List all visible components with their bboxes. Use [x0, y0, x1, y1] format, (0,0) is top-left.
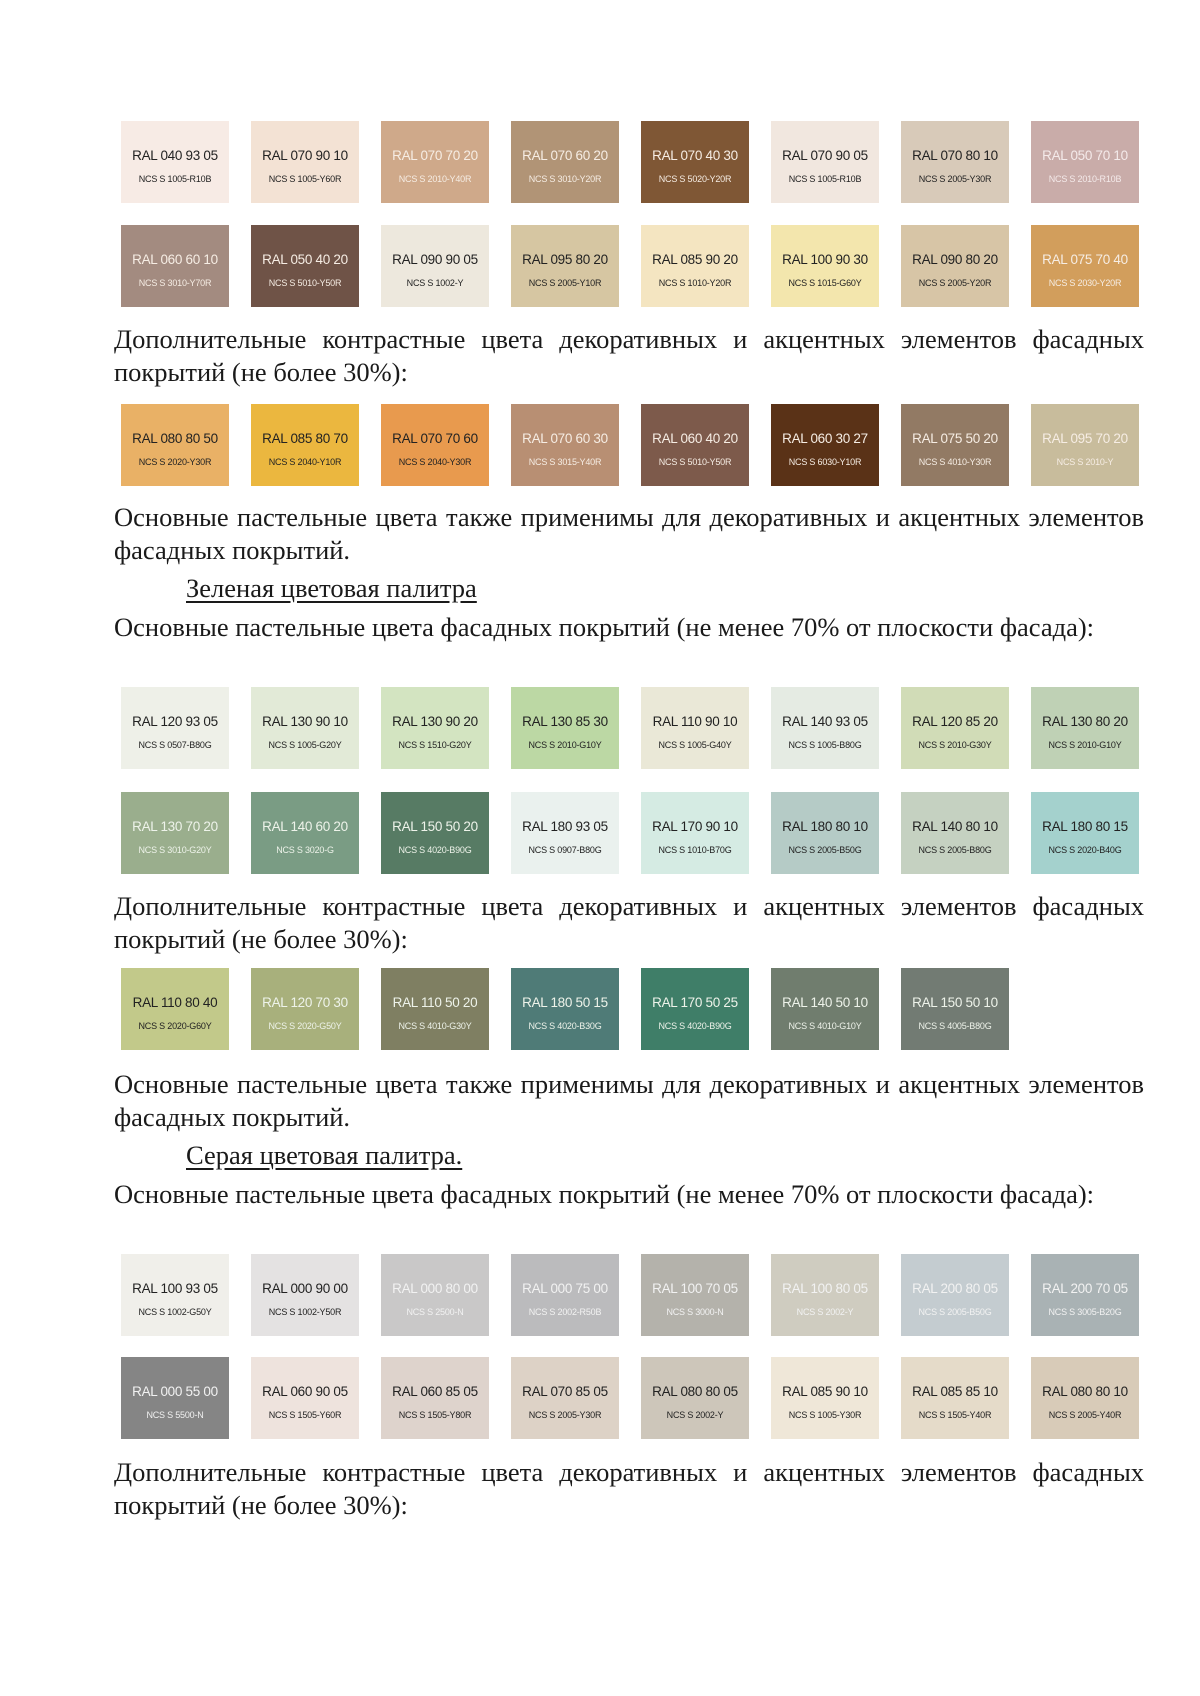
swatch-ncs-code: NCS S 2010-G30Y [918, 740, 992, 750]
swatch-ncs-code: NCS S 2002-Y [666, 1410, 724, 1420]
swatch-ncs-code: NCS S 1005-Y60R [268, 174, 342, 184]
swatch-ral-code: RAL 000 55 00 [132, 1384, 218, 1399]
color-swatch [1031, 687, 1139, 769]
swatch-ncs-code: NCS S 2005-Y30R [918, 174, 992, 184]
swatch-ncs-code: NCS S 3010-Y70R [138, 278, 212, 288]
swatch-ncs-code: NCS S 3000-N [666, 1307, 724, 1317]
swatch-ral-code: RAL 085 85 10 [912, 1384, 998, 1399]
color-swatch [511, 1357, 619, 1439]
swatch-ral-code: RAL 090 90 05 [392, 252, 478, 267]
color-swatch [641, 1254, 749, 1336]
swatch-ncs-code: NCS S 2500-N [406, 1307, 464, 1317]
swatch-ncs-code: NCS S 4005-B80G [918, 1021, 992, 1031]
swatch-ncs-code: NCS S 3005-B20G [1048, 1307, 1122, 1317]
swatch-ncs-code: NCS S 4010-Y30R [918, 457, 992, 467]
swatch-row-beige-main-2 [121, 225, 1137, 307]
color-swatch [901, 404, 1009, 486]
color-swatch [901, 687, 1009, 769]
swatch-ral-code: RAL 050 40 20 [262, 252, 348, 267]
swatch-ral-code: RAL 100 90 30 [782, 252, 868, 267]
swatch-ncs-code: NCS S 1005-R10B [788, 174, 862, 184]
swatch-ncs-code: NCS S 2010-R10B [1048, 174, 1122, 184]
swatch-ral-code: RAL 060 60 10 [132, 252, 218, 267]
swatch-ral-code: RAL 000 75 00 [522, 1281, 608, 1296]
color-swatch [121, 1254, 229, 1336]
swatch-ral-code: RAL 070 80 10 [912, 148, 998, 163]
swatch-ral-code: RAL 140 60 20 [262, 819, 348, 834]
swatch-ral-code: RAL 180 50 15 [522, 995, 608, 1010]
swatch-ncs-code: NCS S 4010-G10Y [788, 1021, 862, 1031]
swatch-ncs-code: NCS S 2005-Y10R [528, 278, 602, 288]
color-swatch [381, 687, 489, 769]
swatch-ral-code: RAL 200 70 05 [1042, 1281, 1128, 1296]
swatch-ral-code: RAL 180 93 05 [522, 819, 608, 834]
color-swatch [771, 687, 879, 769]
color-swatch [121, 968, 229, 1050]
swatch-ncs-code: NCS S 2020-G50Y [268, 1021, 342, 1031]
swatch-ral-code: RAL 080 80 10 [1042, 1384, 1128, 1399]
swatch-ral-code: RAL 070 90 10 [262, 148, 348, 163]
color-swatch [511, 121, 619, 203]
swatch-ral-code: RAL 120 93 05 [132, 714, 218, 729]
swatch-ral-code: RAL 085 90 10 [782, 1384, 868, 1399]
swatch-ncs-code: NCS S 6030-Y10R [788, 457, 862, 467]
swatch-ral-code: RAL 075 70 40 [1042, 252, 1128, 267]
color-swatch [901, 225, 1009, 307]
color-swatch [251, 1254, 359, 1336]
color-swatch [511, 687, 619, 769]
color-swatch [381, 404, 489, 486]
swatch-ral-code: RAL 150 50 10 [912, 995, 998, 1010]
swatch-ncs-code: NCS S 0907-B80G [528, 845, 602, 855]
swatch-ral-code: RAL 070 85 05 [522, 1384, 608, 1399]
swatch-ncs-code: NCS S 2005-Y40R [1048, 1410, 1122, 1420]
color-swatch [641, 792, 749, 874]
swatch-ral-code: RAL 000 80 00 [392, 1281, 478, 1296]
swatch-ncs-code: NCS S 1005-G40Y [658, 740, 732, 750]
swatch-ral-code: RAL 070 60 30 [522, 431, 608, 446]
swatch-ral-code: RAL 070 70 20 [392, 148, 478, 163]
swatch-ncs-code: NCS S 1005-B80G [788, 740, 862, 750]
color-swatch [251, 792, 359, 874]
color-swatch [121, 1357, 229, 1439]
color-swatch [511, 225, 619, 307]
color-swatch [381, 968, 489, 1050]
swatch-row-green-main-2 [121, 792, 1137, 874]
color-swatch [381, 1254, 489, 1336]
swatch-ncs-code: NCS S 1505-Y40R [918, 1410, 992, 1420]
swatch-ral-code: RAL 200 80 05 [912, 1281, 998, 1296]
color-swatch [1031, 1254, 1139, 1336]
swatch-row-gray-main-2 [121, 1357, 1137, 1439]
swatch-ral-code: RAL 100 70 05 [652, 1281, 738, 1296]
swatch-ral-code: RAL 150 50 20 [392, 819, 478, 834]
swatch-ral-code: RAL 095 80 20 [522, 252, 608, 267]
swatch-ral-code: RAL 075 50 20 [912, 431, 998, 446]
swatch-ncs-code: NCS S 2040-Y30R [398, 457, 472, 467]
swatch-ral-code: RAL 060 40 20 [652, 431, 738, 446]
color-swatch [121, 121, 229, 203]
swatch-ral-code: RAL 140 80 10 [912, 819, 998, 834]
swatch-ncs-code: NCS S 2030-Y20R [1048, 278, 1122, 288]
paragraph-pastel-also-beige: Основные пастельные цвета также применимы для декоративных и акцентных элементов фасадных покрытий. [114, 502, 1144, 565]
color-swatch [251, 121, 359, 203]
color-swatch [381, 121, 489, 203]
color-swatch [121, 687, 229, 769]
swatch-ral-code: RAL 130 90 20 [392, 714, 478, 729]
color-swatch [641, 1357, 749, 1439]
color-swatch [641, 121, 749, 203]
color-swatch [1031, 404, 1139, 486]
color-swatch [771, 1254, 879, 1336]
swatch-ncs-code: NCS S 1505-Y80R [398, 1410, 472, 1420]
color-swatch [771, 968, 879, 1050]
swatch-ncs-code: NCS S 1505-Y60R [268, 1410, 342, 1420]
paragraph-contrast-colors-gray: Дополнительные контрастные цвета декоративных и акцентных элементов фасадных покрытий (не более 30%): [114, 1457, 1144, 1520]
swatch-ncs-code: NCS S 5500-N [146, 1410, 204, 1420]
swatch-ncs-code: NCS S 4020-B90G [658, 1021, 732, 1031]
color-swatch [511, 404, 619, 486]
paragraph-pastel-also-green: Основные пастельные цвета также применимы для декоративных и акцентных элементов фасадных покрытий. [114, 1069, 1144, 1132]
swatch-ncs-code: NCS S 1005-Y30R [788, 1410, 862, 1420]
color-swatch [251, 968, 359, 1050]
swatch-ral-code: RAL 110 50 20 [392, 995, 478, 1010]
swatch-ral-code: RAL 040 93 05 [132, 148, 218, 163]
swatch-ral-code: RAL 130 80 20 [1042, 714, 1128, 729]
swatch-ncs-code: NCS S 1002-Y50R [268, 1307, 342, 1317]
swatch-row-beige-contrast [121, 404, 1137, 486]
swatch-ncs-code: NCS S 3015-Y40R [528, 457, 602, 467]
swatch-ncs-code: NCS S 1010-B70G [658, 845, 732, 855]
swatch-ncs-code: NCS S 5020-Y20R [658, 174, 732, 184]
swatch-ral-code: RAL 120 70 30 [262, 995, 348, 1010]
swatch-ncs-code: NCS S 2002-R50B [528, 1307, 602, 1317]
color-swatch [121, 404, 229, 486]
swatch-ncs-code: NCS S 0507-B80G [138, 740, 212, 750]
color-swatch [1031, 225, 1139, 307]
swatch-ral-code: RAL 090 80 20 [912, 252, 998, 267]
swatch-ral-code: RAL 085 80 70 [262, 431, 348, 446]
color-swatch [511, 968, 619, 1050]
swatch-ral-code: RAL 170 50 25 [652, 995, 738, 1010]
swatch-ncs-code: NCS S 1510-G20Y [398, 740, 472, 750]
swatch-ral-code: RAL 180 80 15 [1042, 819, 1128, 834]
swatch-ncs-code: NCS S 2020-B40G [1048, 845, 1122, 855]
swatch-ral-code: RAL 140 50 10 [782, 995, 868, 1010]
swatch-ncs-code: NCS S 2005-Y30R [528, 1410, 602, 1420]
color-swatch [901, 1357, 1009, 1439]
color-swatch [381, 1357, 489, 1439]
swatch-row-gray-main-1 [121, 1254, 1137, 1336]
swatch-ncs-code: NCS S 3020-G [276, 845, 334, 855]
swatch-ral-code: RAL 070 90 05 [782, 148, 868, 163]
swatch-row-beige-main-1 [121, 121, 1137, 203]
swatch-ral-code: RAL 170 90 10 [652, 819, 738, 834]
color-swatch [641, 225, 749, 307]
swatch-ncs-code: NCS S 5010-Y50R [268, 278, 342, 288]
swatch-ncs-code: NCS S 2020-Y30R [138, 457, 212, 467]
swatch-ral-code: RAL 110 90 10 [652, 714, 738, 729]
swatch-ral-code: RAL 085 90 20 [652, 252, 738, 267]
swatch-ral-code: RAL 080 80 50 [132, 431, 218, 446]
swatch-ncs-code: NCS S 4010-G30Y [398, 1021, 472, 1031]
swatch-ral-code: RAL 130 85 30 [522, 714, 608, 729]
swatch-ncs-code: NCS S 1015-G60Y [788, 278, 862, 288]
swatch-ncs-code: NCS S 2002-Y [796, 1307, 854, 1317]
color-swatch [901, 121, 1009, 203]
swatch-ral-code: RAL 000 90 00 [262, 1281, 348, 1296]
color-swatch [771, 121, 879, 203]
swatch-row-green-main-1 [121, 687, 1137, 769]
swatch-ral-code: RAL 120 85 20 [912, 714, 998, 729]
swatch-ncs-code: NCS S 2005-Y20R [918, 278, 992, 288]
swatch-ncs-code: NCS S 2005-B80G [918, 845, 992, 855]
color-swatch [901, 1254, 1009, 1336]
swatch-ral-code: RAL 050 70 10 [1042, 148, 1128, 163]
swatch-ncs-code: NCS S 1005-G20Y [268, 740, 342, 750]
swatch-ral-code: RAL 070 70 60 [392, 431, 478, 446]
swatch-ral-code: RAL 180 80 10 [782, 819, 868, 834]
paragraph-main-pastel-gray: Основные пастельные цвета фасадных покрытий (не менее 70% от плоскости фасада): [114, 1179, 1095, 1209]
swatch-ral-code: RAL 060 30 27 [782, 431, 868, 446]
color-swatch [771, 792, 879, 874]
color-swatch [1031, 1357, 1139, 1439]
swatch-ral-code: RAL 110 80 40 [132, 995, 218, 1010]
swatch-ncs-code: NCS S 2010-Y [1056, 457, 1114, 467]
color-swatch [771, 225, 879, 307]
swatch-ncs-code: NCS S 1002-Y [406, 278, 464, 288]
swatch-ncs-code: NCS S 3010-G20Y [138, 845, 212, 855]
color-swatch [771, 1357, 879, 1439]
swatch-ral-code: RAL 070 40 30 [652, 148, 738, 163]
swatch-ral-code: RAL 140 93 05 [782, 714, 868, 729]
swatch-row-green-contrast [121, 968, 1137, 1050]
swatch-ral-code: RAL 095 70 20 [1042, 431, 1128, 446]
swatch-ncs-code: NCS S 2010-G10Y [1048, 740, 1122, 750]
swatch-ncs-code: NCS S 2010-Y40R [398, 174, 472, 184]
swatch-ral-code: RAL 100 80 05 [782, 1281, 868, 1296]
paragraph-contrast-colors-beige: Дополнительные контрастные цвета декоративных и акцентных элементов фасадных покрытий (не более 30%): [114, 324, 1144, 387]
swatch-ncs-code: NCS S 2020-G60Y [138, 1021, 212, 1031]
color-swatch [641, 968, 749, 1050]
color-swatch [121, 792, 229, 874]
color-swatch [511, 1254, 619, 1336]
swatch-ncs-code: NCS S 2040-Y10R [268, 457, 342, 467]
color-swatch [1031, 121, 1139, 203]
swatch-ral-code: RAL 060 90 05 [262, 1384, 348, 1399]
heading-green-palette: Зеленая цветовая палитра [186, 573, 477, 603]
color-swatch [641, 687, 749, 769]
swatch-ncs-code: NCS S 4020-B90G [398, 845, 472, 855]
color-swatch [511, 792, 619, 874]
color-swatch [901, 968, 1009, 1050]
color-swatch [641, 404, 749, 486]
color-swatch [251, 1357, 359, 1439]
swatch-ral-code: RAL 080 80 05 [652, 1384, 738, 1399]
paragraph-contrast-colors-green: Дополнительные контрастные цвета декоративных и акцентных элементов фасадных покрытий (не более 30%): [114, 891, 1144, 954]
swatch-ncs-code: NCS S 5010-Y50R [658, 457, 732, 467]
color-swatch [381, 225, 489, 307]
swatch-ral-code: RAL 060 85 05 [392, 1384, 478, 1399]
swatch-ncs-code: NCS S 4020-B30G [528, 1021, 602, 1031]
color-swatch [251, 225, 359, 307]
color-swatch [771, 404, 879, 486]
color-swatch [251, 404, 359, 486]
color-swatch [1031, 792, 1139, 874]
heading-gray-palette: Серая цветовая палитра. [186, 1140, 463, 1170]
color-swatch [901, 792, 1009, 874]
swatch-ral-code: RAL 130 90 10 [262, 714, 348, 729]
swatch-ncs-code: NCS S 2005-B50G [918, 1307, 992, 1317]
swatch-ncs-code: NCS S 1010-Y20R [658, 278, 732, 288]
color-swatch [121, 225, 229, 307]
swatch-ral-code: RAL 070 60 20 [522, 148, 608, 163]
swatch-ral-code: RAL 130 70 20 [132, 819, 218, 834]
swatch-ncs-code: NCS S 3010-Y20R [528, 174, 602, 184]
swatch-ral-code: RAL 100 93 05 [132, 1281, 218, 1296]
swatch-ncs-code: NCS S 1002-G50Y [138, 1307, 212, 1317]
color-swatch [251, 687, 359, 769]
swatch-ncs-code: NCS S 1005-R10B [138, 174, 212, 184]
swatch-ncs-code: NCS S 2010-G10Y [528, 740, 602, 750]
color-swatch [381, 792, 489, 874]
paragraph-main-pastel-green: Основные пастельные цвета фасадных покрытий (не менее 70% от плоскости фасада): [114, 612, 1095, 642]
swatch-ncs-code: NCS S 2005-B50G [788, 845, 862, 855]
